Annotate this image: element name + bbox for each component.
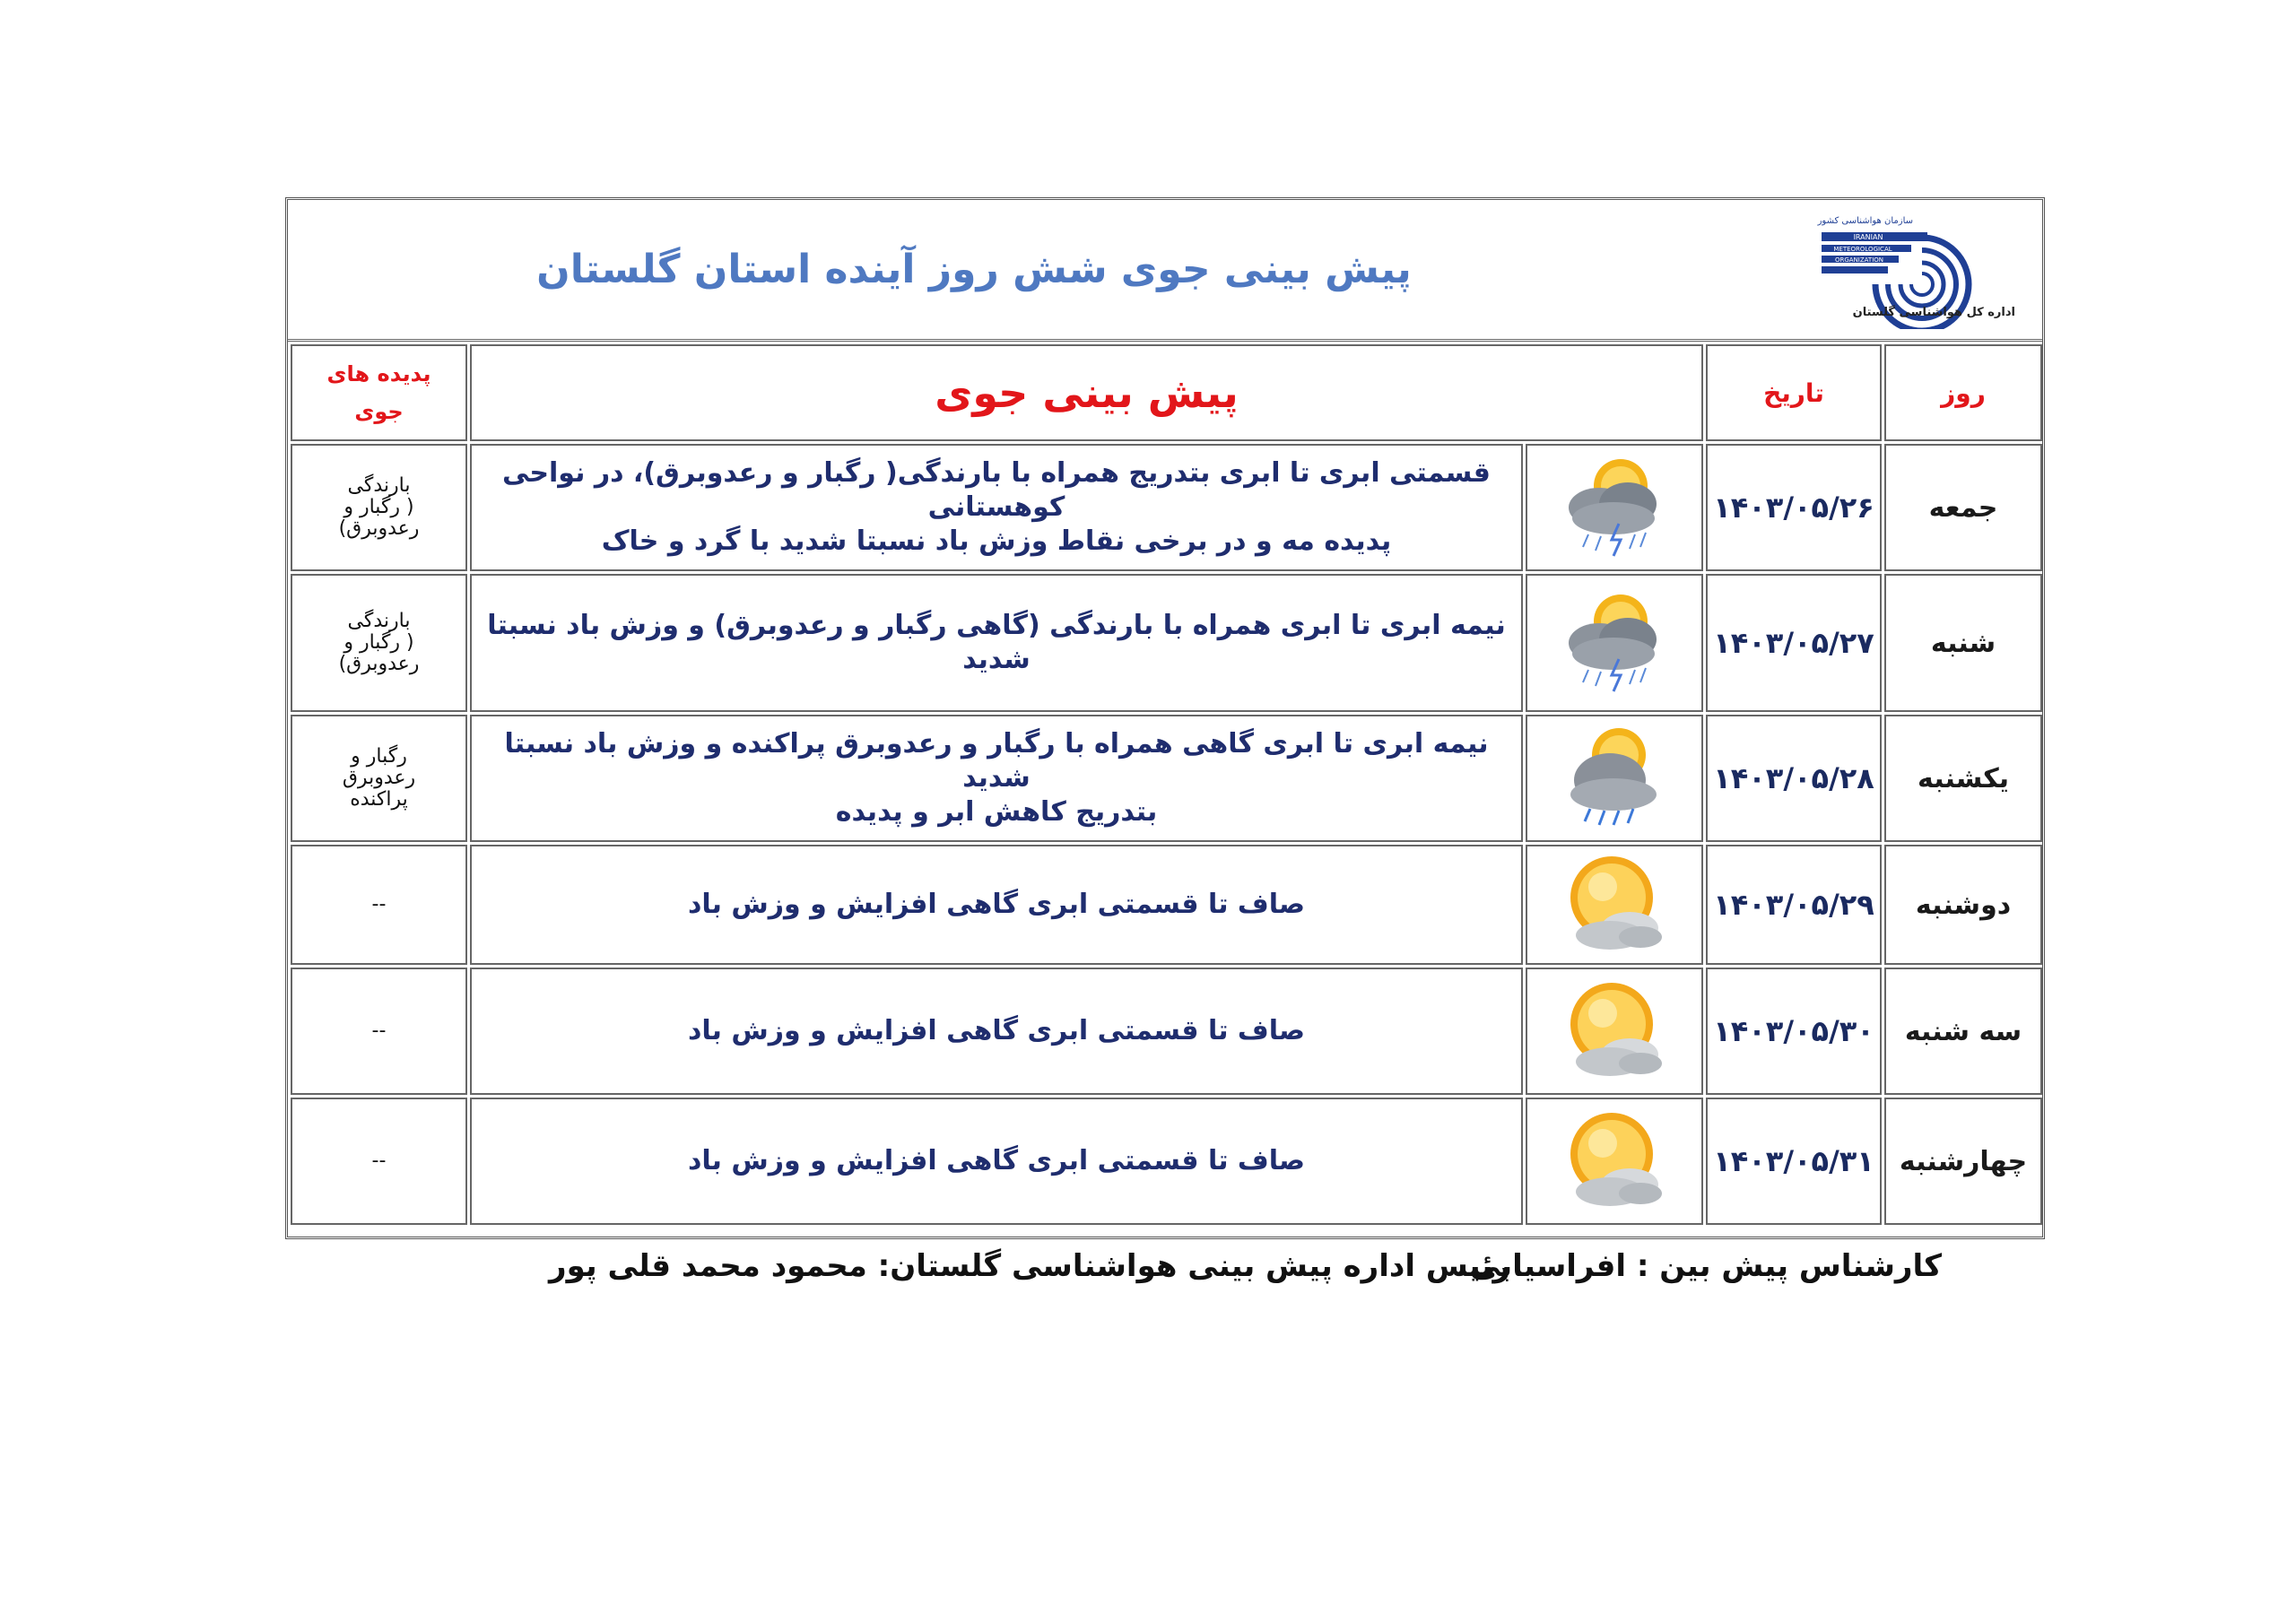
phenomena-line: ( رگبار و [344,496,414,518]
date-cell: ۱۴۰۳/۰۵/۲۹ [1706,845,1882,965]
logo-text-top: سازمان هواشناسی کشور [1817,216,1913,226]
header-day: روز [1884,344,2042,441]
logo-caption: اداره کل هواشناسی گلستان [1852,306,2015,319]
forecast-line: قسمتی ابری تا ابری بتدریج همراه با بارندگی( رگبار و رعدوبرق)، در نواحی کوهستانی [502,457,1491,523]
phenomena-line: ( رگبار و [344,631,414,654]
forecast-table [288,342,2045,1228]
thunderstorm-rain-icon [1556,589,1673,697]
forecast-line: نیمه ابری تا ابری همراه با بارندگی (گاهی رگبار و رعدوبرق) و وزش باد نسبتا شدید [487,610,1506,675]
header-phenomena [291,344,467,441]
weather-icon-cell [1526,444,1703,571]
logo-text-en-1: IRANIAN [1853,233,1883,241]
day-cell: سه شنبه [1884,968,2042,1095]
phenomena-cell [291,845,467,965]
forecast-line: پدیده مه و در برخی نقاط وزش باد نسبتا شدید با گرد و خاک [601,525,1392,557]
forecast-description [470,968,1523,1095]
date-cell: ۱۴۰۳/۰۵/۳۰ [1706,968,1882,1095]
phenomena-line: بارندگی [347,474,411,497]
header-forecast: پیش بینی جوی [470,344,1703,441]
phenomena-line: -- [371,893,387,916]
table-row [291,715,2042,842]
phenomena-line: بارندگی [347,610,411,632]
sun-partly-cloudy-icon [1556,977,1673,1085]
forecast-line: صاف تا قسمتی ابری گاهی افزایش و وزش باد [687,1145,1306,1176]
date-cell: ۱۴۰۳/۰۵/۲۸ [1706,715,1882,842]
forecast-description [470,715,1523,842]
phenomena-cell [291,444,467,571]
phenomena-cell [291,1098,467,1225]
weather-icon-cell [1526,715,1703,842]
forecast-description [470,845,1523,965]
forecast-sheet [285,197,2045,1239]
header-phenomena-line1: پدیده های [326,361,431,386]
day-cell: دوشنبه [1884,845,2042,965]
forecast-line: صاف تا قسمتی ابری گاهی افزایش و وزش باد [687,889,1306,920]
forecast-description [470,1098,1523,1225]
phenomena-line: رعدوبرق) [338,517,420,540]
day-cell: شنبه [1884,574,2042,712]
header-date: تاریخ [1706,344,1882,441]
thunderstorm-rain-icon [1556,454,1673,561]
table-row [291,444,2042,571]
phenomena-line: رعدوبرق [342,767,416,789]
table-row [291,1098,2042,1225]
table-header-row [291,344,2042,441]
sun-partly-cloudy-icon [1556,851,1673,959]
phenomena-line: -- [371,1150,387,1172]
table-row [291,845,2042,965]
day-cell: یکشنبه [1884,715,2042,842]
office-head-signature: رئیس اداره پیش بینی هواشناسی گلستان: محمود محمد قلی پور [549,1248,1511,1284]
table-row [291,574,2042,712]
phenomena-line: رعدوبرق) [338,653,420,675]
phenomena-cell [291,574,467,712]
phenomena-line: پراکنده [350,788,408,811]
table-row [291,968,2042,1095]
phenomena-cell [291,715,467,842]
weather-icon-cell [1526,1098,1703,1225]
phenomena-line: -- [371,1020,387,1042]
sun-partly-cloudy-icon [1556,1107,1673,1215]
document-header [288,200,2042,342]
phenomena-cell [291,968,467,1095]
weather-icon-cell [1526,845,1703,965]
logo-text-en-2: METEOROLOGICAL [1833,246,1892,253]
forecast-line: نیمه ابری تا ابری گاهی همراه با رگبار و رعدوبرق پراکنده و وزش باد نسبتا شدید [504,728,1489,794]
date-cell: ۱۴۰۳/۰۵/۲۶ [1706,444,1882,571]
logo-text-en-3: ORGANIZATION [1834,256,1884,264]
forecaster-signature: کارشناس پیش بین : افراسیابی [1470,1248,1942,1284]
forecast-line: بتدریج کاهش ابر و پدیده [835,796,1158,828]
weather-icon-cell [1526,574,1703,712]
header-phenomena-line2: جوی [354,399,404,424]
weather-icon-cell [1526,968,1703,1095]
day-cell: جمعه [1884,444,2042,571]
date-cell: ۱۴۰۳/۰۵/۲۷ [1706,574,1882,712]
forecast-description [470,444,1523,571]
forecast-line: صاف تا قسمتی ابری گاهی افزایش و وزش باد [687,1015,1306,1046]
phenomena-line: رگبار و [351,745,407,768]
forecast-description [470,574,1523,712]
day-cell: چهارشنبه [1884,1098,2042,1225]
date-cell: ۱۴۰۳/۰۵/۳۱ [1706,1098,1882,1225]
sun-rain-cloud-icon [1556,725,1673,832]
page-title: پیش بینی جوی شش روز آینده استان گلستان [536,247,1412,292]
